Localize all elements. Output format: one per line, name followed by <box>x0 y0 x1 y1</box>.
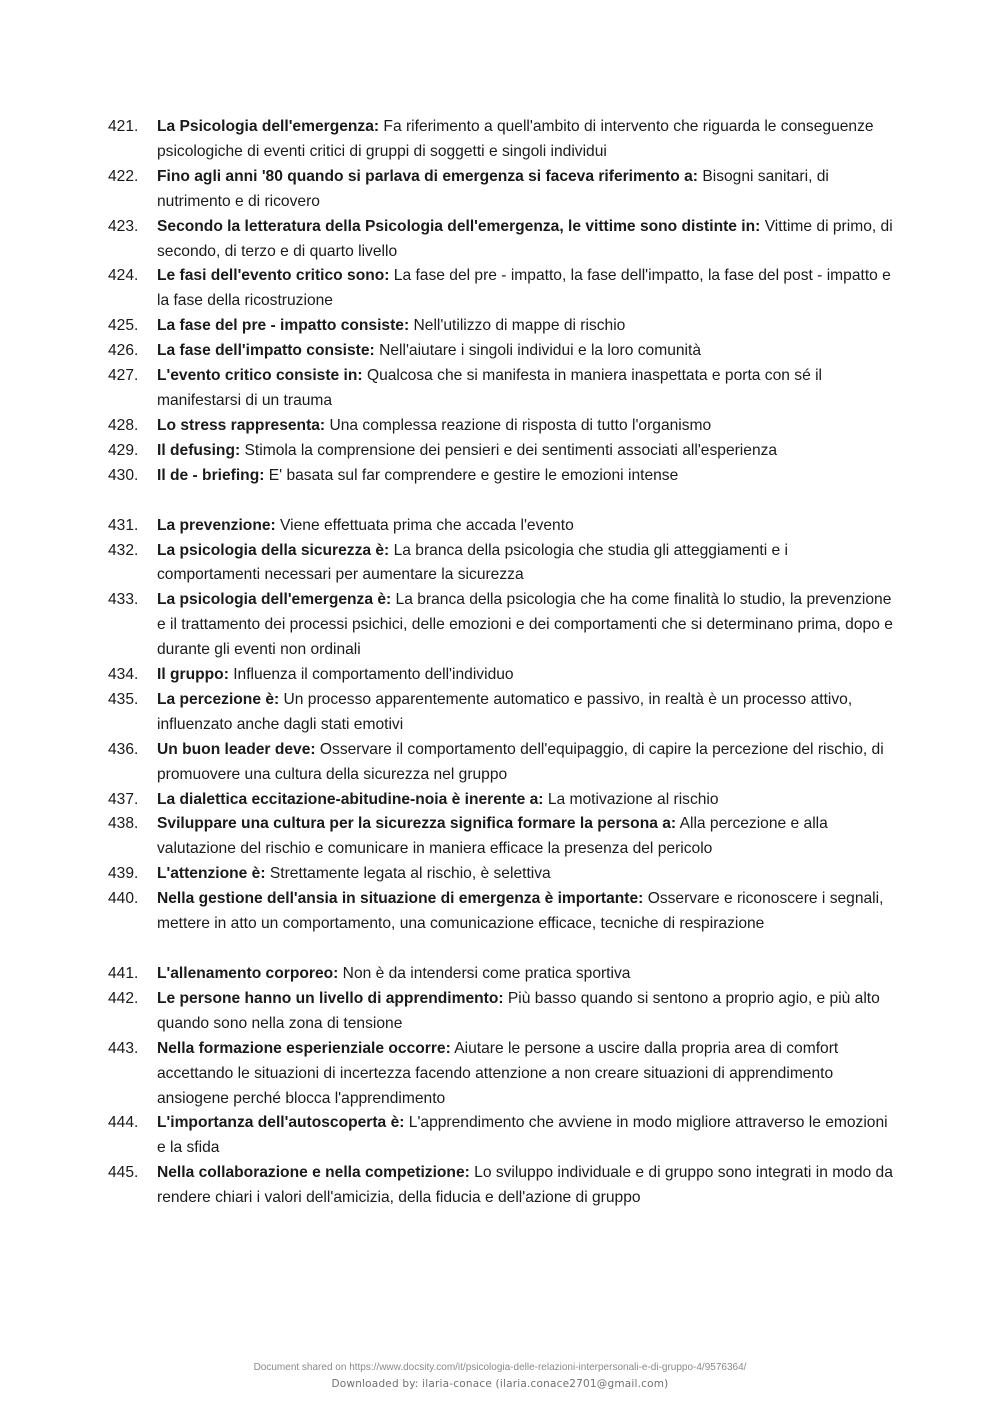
question-text: L'evento critico consiste in: <box>157 367 363 385</box>
qa-group <box>108 514 893 937</box>
answer-text: Vittime di primo, di secondo, di terzo e di quarto livello <box>157 217 893 260</box>
footer-shared-url: Document shared on https://www.docsity.com/it/psicologia-delle-relazioni-interpersonali-e-di-gruppo-4/9576364/ <box>253 1362 747 1373</box>
question-text: La Psicologia dell'emergenza: <box>157 118 380 135</box>
list-item <box>108 364 893 414</box>
item-content <box>157 738 893 788</box>
item-content <box>157 115 893 165</box>
list-item <box>108 812 893 862</box>
item-content <box>157 314 893 339</box>
answer-text: Stimola la comprensione dei pensieri e dei sentimenti associati all'esperienza <box>240 441 778 459</box>
question-text: Un buon leader deve: <box>157 740 316 758</box>
question-text: La fase dell'impatto consiste: <box>157 342 375 360</box>
list-item <box>108 738 893 788</box>
question-text: L'importanza dell'autoscoperta è: <box>157 1114 405 1132</box>
item-number: 429. <box>108 441 139 459</box>
answer-text: Qualcosa che si manifesta in maniera inaspettata e porta con sé il manifestarsi di un trauma <box>157 367 823 409</box>
item-number: 427. <box>108 367 139 385</box>
list-item <box>108 688 893 738</box>
answer-text: E' basata sul far comprendere e gestire le emozioni intense <box>264 466 679 484</box>
item-number: 423. <box>108 217 139 235</box>
item-content <box>157 987 893 1037</box>
question-text: La psicologia della sicurezza è: <box>157 541 390 559</box>
answer-text: La fase del pre - impatto, la fase dell'impatto, la fase del post - impatto e la fase della ricostruzione <box>157 267 891 310</box>
question-text: La fase del pre - impatto consiste: <box>157 317 410 335</box>
question-text: Nella collaborazione e nella competizione: <box>157 1164 470 1182</box>
item-number: 435. <box>108 690 139 708</box>
item-content <box>157 165 893 215</box>
item-content <box>157 663 893 688</box>
question-text: La psicologia dell'emergenza è: <box>157 591 392 609</box>
question-text: Il gruppo: <box>157 666 229 684</box>
list-item <box>108 1111 893 1161</box>
item-content <box>157 1111 893 1161</box>
answer-text: Più basso quando si sentono a proprio agio, e più alto quando sono nella zona di tensione <box>157 989 880 1032</box>
item-content <box>157 1161 893 1211</box>
item-content <box>157 215 893 265</box>
item-number: 441. <box>108 965 139 982</box>
item-number: 436. <box>108 740 139 758</box>
item-number: 443. <box>108 1039 139 1057</box>
item-content <box>157 1037 893 1112</box>
list-item <box>108 314 893 339</box>
item-number: 434. <box>108 666 139 684</box>
item-number: 438. <box>108 815 139 833</box>
list-item <box>108 264 893 314</box>
item-number: 431. <box>108 516 139 534</box>
item-content <box>157 439 893 464</box>
answer-text: Osservare e riconoscere i segnali, mettere in atto un comportamento, una comunicazione efficace, tecniche di respirazione <box>157 890 884 933</box>
list-item <box>108 514 893 539</box>
item-content <box>157 588 893 663</box>
list-item <box>108 788 893 813</box>
answer-text: La branca della psicologia che studia gli atteggiamenti e i comportamenti necessari per aumentare la sicurezza <box>157 541 789 584</box>
question-text: Il defusing: <box>157 441 241 459</box>
item-number: 426. <box>108 342 139 360</box>
question-text: Fino agli anni '80 quando si parlava di emergenza si faceva riferimento a: <box>157 167 698 185</box>
question-text: Le fasi dell'evento critico sono: <box>157 267 390 285</box>
answer-text: La motivazione al rischio <box>543 790 719 808</box>
list-item <box>108 464 893 489</box>
item-number: 422. <box>108 167 139 185</box>
qa-list <box>108 115 893 1211</box>
list-item <box>108 414 893 439</box>
answer-text: Lo sviluppo individuale e di gruppo sono integrati in modo da rendere chiari i valori dell'amicizia, della fiducia e dell'azione di gruppo <box>157 1164 893 1207</box>
list-item <box>108 215 893 265</box>
list-item <box>108 887 893 937</box>
item-number: 432. <box>108 541 139 559</box>
question-text: La prevenzione: <box>157 516 276 534</box>
answer-text: Fa riferimento a quell'ambito di intervento che riguarda le conseguenze psicologiche di eventi critici di gruppi di soggetti e singoli individui <box>157 118 874 160</box>
item-content <box>157 862 893 887</box>
question-text: Nella formazione esperienziale occorre: <box>157 1039 451 1057</box>
item-content <box>157 812 893 862</box>
item-number: 430. <box>108 466 139 484</box>
list-item <box>108 663 893 688</box>
answer-text: Alla percezione e alla valutazione del rischio e comunicare in maniera efficace la presenza del pericolo <box>157 815 828 858</box>
answer-text: Strettamente legata al rischio, è selettiva <box>265 865 551 883</box>
item-content <box>157 264 893 314</box>
answer-text: Bisogni sanitari, di nutrimento e di ricovero <box>157 167 829 210</box>
item-number: 444. <box>108 1114 139 1132</box>
question-text: Il de - briefing: <box>157 466 265 484</box>
question-text: L'allenamento corporeo: <box>157 965 339 982</box>
item-number: 442. <box>108 989 139 1007</box>
item-content <box>157 962 893 987</box>
answer-text: Non è da intendersi come pratica sportiva <box>338 965 631 982</box>
list-item <box>108 862 893 887</box>
item-content <box>157 539 893 589</box>
qa-group <box>108 115 893 489</box>
answer-text: La branca della psicologia che ha come finalità lo studio, la prevenzione e il trattamento dei processi psichici, delle emozioni e dei comportamenti che si determinano prima, dopo e durante gli eventi non ordinali <box>157 591 893 659</box>
item-number: 440. <box>108 890 139 908</box>
item-content <box>157 887 893 937</box>
list-item <box>108 115 893 165</box>
answer-text: Un processo apparentemente automatico e passivo, in realtà è un processo attivo, influenzato anche dagli stati emotivi <box>157 690 853 733</box>
item-content <box>157 414 893 439</box>
footer-downloaded-by: Downloaded by: ilaria-conace (ilaria.conace2701@gmail.com) <box>331 1378 669 1390</box>
list-item <box>108 539 893 589</box>
question-text: Secondo la letteratura della Psicologia dell'emergenza, le vittime sono distinte in: <box>157 217 761 235</box>
question-text: Sviluppare una cultura per la sicurezza significa formare la persona a: <box>157 815 677 833</box>
question-text: Nella gestione dell'ansia in situazione di emergenza è importante: <box>157 890 644 908</box>
list-item <box>108 987 893 1037</box>
item-content <box>157 514 893 539</box>
item-content <box>157 464 893 489</box>
question-text: Le persone hanno un livello di apprendimento: <box>157 989 504 1007</box>
list-item <box>108 588 893 663</box>
answer-text: Nell'aiutare i singoli individui e la loro comunità <box>374 342 702 360</box>
item-number: 428. <box>108 416 139 434</box>
list-item <box>108 962 893 987</box>
answer-text: Osservare il comportamento dell'equipaggio, di capire la percezione del rischio, di promuovere una cultura della sicurezza nel gruppo <box>157 740 884 783</box>
answer-text: L'apprendimento che avviene in modo migliore attraverso le emozioni e la sfida <box>157 1114 888 1157</box>
question-text: La dialettica eccitazione-abitudine-noia è inerente a: <box>157 790 544 808</box>
item-content <box>157 688 893 738</box>
answer-text: Nell'utilizzo di mappe di rischio <box>409 317 626 335</box>
question-text: La percezione è: <box>157 690 280 708</box>
item-content <box>157 339 893 364</box>
answer-text: Una complessa reazione di risposta di tutto l'organismo <box>325 416 712 434</box>
item-number: 439. <box>108 865 139 883</box>
list-item <box>108 1037 893 1112</box>
item-number: 437. <box>108 790 139 808</box>
question-text: L'attenzione è: <box>157 865 266 883</box>
list-item <box>108 339 893 364</box>
list-item <box>108 165 893 215</box>
item-number: 421. <box>108 118 139 135</box>
item-number: 424. <box>108 267 139 285</box>
answer-text: Aiutare le persone a uscire dalla propria area di comfort accettando le situazioni di incertezza facendo attenzione a non creare situazioni di apprendimento ansiogene perché blocca l'apprendimento <box>157 1039 839 1107</box>
answer-text: Viene effettuata prima che accada l'evento <box>275 516 574 534</box>
question-text: Lo stress rappresenta: <box>157 416 326 434</box>
item-content <box>157 364 893 414</box>
item-content <box>157 788 893 813</box>
item-number: 433. <box>108 591 139 609</box>
item-number: 425. <box>108 317 139 335</box>
list-item <box>108 1161 893 1211</box>
qa-group <box>108 962 893 1211</box>
list-item <box>108 439 893 464</box>
answer-text: Influenza il comportamento dell'individuo <box>228 666 514 684</box>
item-number: 445. <box>108 1164 139 1182</box>
